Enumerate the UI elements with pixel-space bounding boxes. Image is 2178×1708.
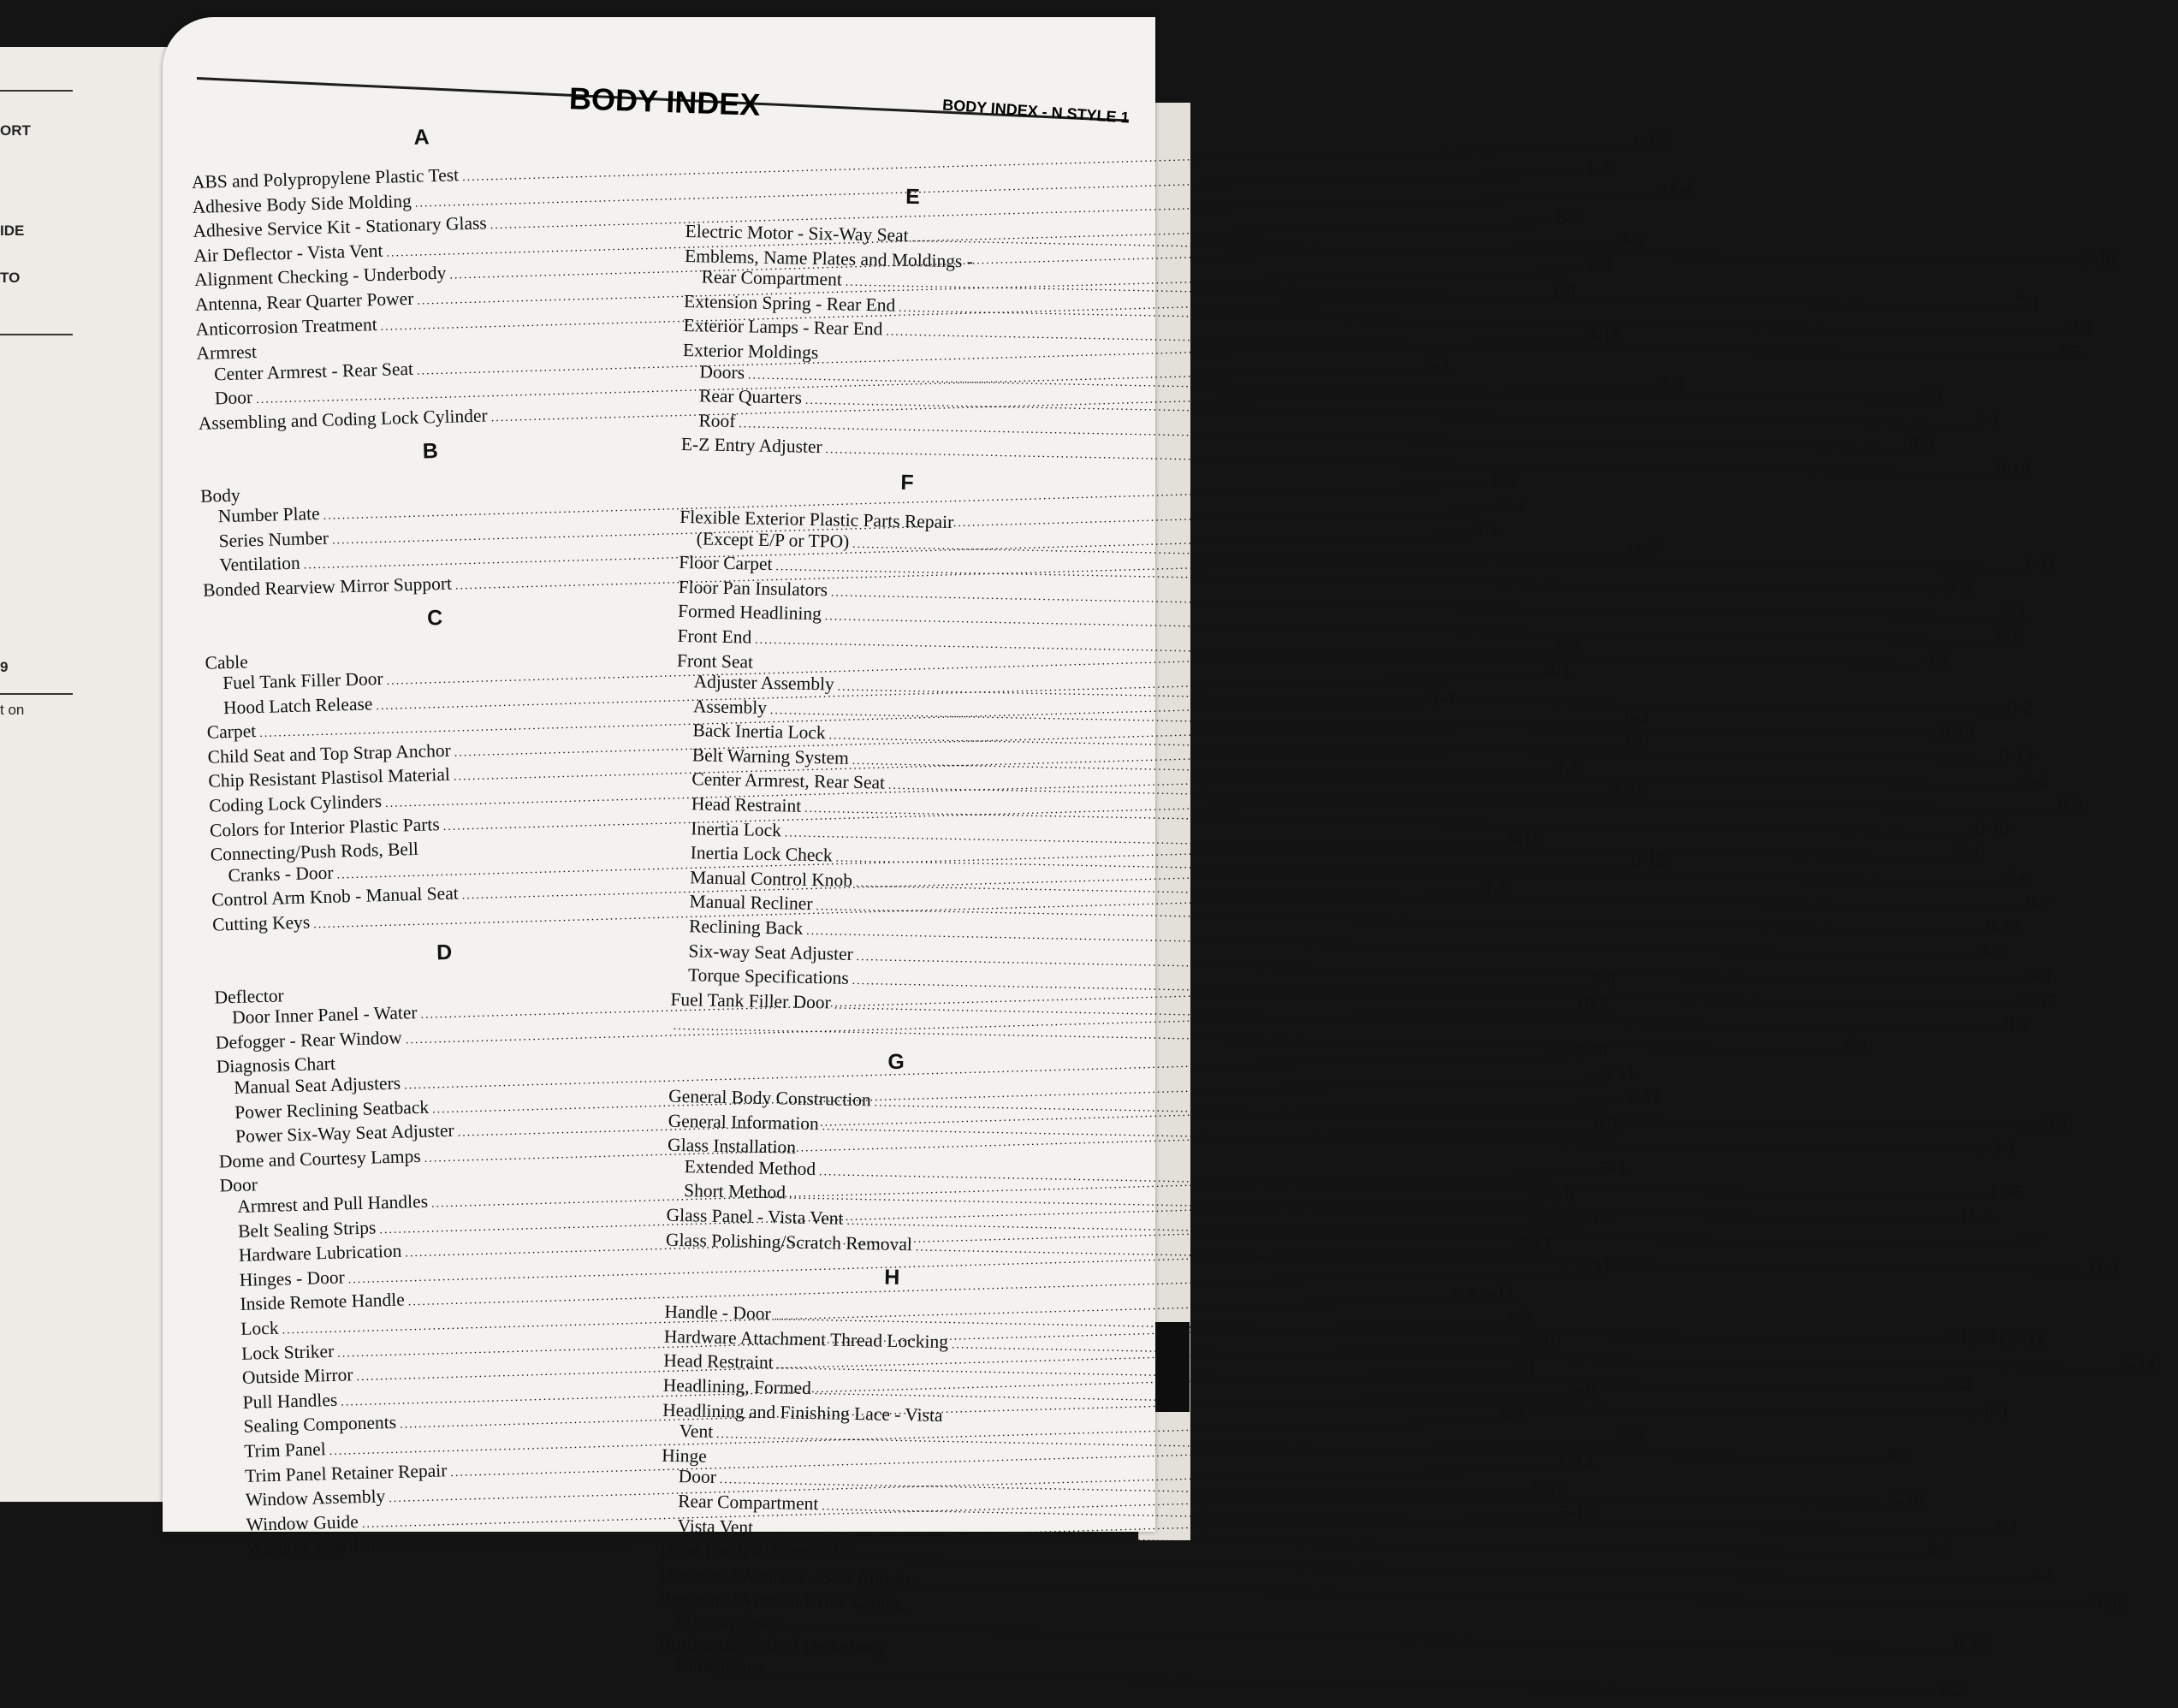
index-entry-topic: Exterior Moldings	[682, 339, 819, 363]
index-entry-topic: Alignment Checking - Underbody	[193, 263, 447, 291]
index-entry-page: 4-1	[2030, 1565, 2056, 1587]
index-entry-page: 5-8	[1549, 1183, 1575, 1205]
index-entry-topic: Torque Specifications	[687, 964, 849, 989]
index-entry-topic: Outside Mirror	[241, 1364, 353, 1388]
index-entry-topic: General Information	[668, 1110, 820, 1134]
index-entry-topic: Glass Polishing/Scratch Removal	[665, 1229, 913, 1254]
index-entry-page: 9-11	[1602, 1062, 1636, 1084]
index-entry-topic: General Body Construction	[668, 1085, 871, 1111]
index-entry-topic: Emblems, Name Plates and Moldings -	[684, 245, 974, 272]
index-entry-page: 5-1,5-11,5-12	[1944, 1325, 2046, 1349]
index-entry-page: 1-9	[1623, 731, 1649, 752]
index-entry-topic: Hood Latch Release	[223, 693, 373, 718]
index-entry-page: 9-6	[2006, 868, 2032, 889]
index-entry-page: 5-14	[2122, 1354, 2157, 1375]
index-entry-page: 5-1	[1510, 1355, 1536, 1378]
left-page-rule	[0, 90, 73, 92]
index-entry-page: 9-4	[2027, 965, 2052, 987]
index-entry-page: 11-5	[1959, 1205, 1993, 1226]
index-entry-topic: Door	[219, 1174, 258, 1196]
index-entry-page: 10-1	[1575, 993, 1610, 1015]
index-entry-topic: Control Arm Knob - Manual Seat	[211, 883, 459, 911]
index-entry-page: 5-17	[1531, 1477, 1566, 1499]
section-letter: H	[883, 1265, 900, 1290]
index-entry-topic: Chip Resistant Plastisol Material	[208, 764, 451, 792]
index-entry-topic: Adhesive Body Side Molding	[192, 190, 412, 217]
index-entry-topic: Antenna, Rear Quarter Power	[194, 288, 414, 315]
index-entry-topic: Pull Handles	[242, 1389, 338, 1413]
left-page-rule	[0, 693, 73, 695]
index-entry-topic: Dome and Courtesy Lamps	[218, 1145, 421, 1172]
left-page-fragment: TO	[0, 270, 21, 286]
index-entry-topic: Headlining and Finishing Lace - Vista	[662, 1399, 943, 1426]
index-entry-topic: Inertia Lock	[691, 817, 782, 840]
left-page-fragment: t on	[0, 702, 25, 718]
index-entry-topic: Horizontal/Vertical Underbody	[657, 1634, 887, 1659]
index-entry-topic: Bonded Rearview Mirror Support	[202, 572, 453, 601]
index-entry-page: 9-4	[1947, 1374, 1973, 1397]
page-reference: BODY INDEX - N STYLE 1	[941, 96, 1131, 127]
index-entry-topic: Assembly	[692, 695, 768, 718]
index-entry-topic: Trim Panel	[243, 1438, 326, 1462]
index-entry-topic: Series Number	[218, 527, 329, 551]
index-entry-topic: Child Seat and Top Strap Anchor	[207, 739, 452, 768]
index-entry-page: 1-1	[1660, 371, 1687, 394]
index-entry-page: 1-1	[1555, 757, 1581, 779]
index-entry-topic: Glass Installation	[667, 1134, 797, 1158]
index-entry-page: 8-7	[1556, 206, 1582, 228]
dot-leader	[976, 267, 1135, 270]
index-entry-page: 5-8	[1590, 969, 1616, 990]
dot-leader	[890, 1654, 1108, 1658]
index-entry-page: 8-1	[1985, 1400, 2010, 1421]
index-entry-page: 9-9	[1976, 940, 2002, 962]
index-entry-page: 3-2	[1936, 1679, 1961, 1700]
index-entry-page: 6-1	[1843, 1035, 1869, 1058]
index-entry-topic: Hinge	[661, 1444, 707, 1467]
index-entry-page: 3-1	[2001, 602, 2027, 623]
index-entry-topic: Short Method	[683, 1180, 786, 1203]
index-entry-page: 9-11	[1627, 1086, 1662, 1108]
index-page	[163, 17, 2157, 1700]
index-entry-page: 5-2	[1498, 1404, 1525, 1426]
index-entry-page: 1-11	[2022, 553, 2056, 575]
index-entry-topic: Head Restraint	[691, 793, 802, 816]
index-entry-topic: Window Guide	[246, 1510, 359, 1535]
index-entry-topic: Floor Carpet	[679, 552, 773, 575]
index-entry-page: 9-2	[2008, 696, 2033, 718]
index-entry-topic: Center Armrest - Rear Seat	[213, 358, 414, 385]
index-entry-topic: Front Seat	[676, 649, 754, 673]
index-entry-page: 5-1	[1601, 1157, 1627, 1179]
index-entry-page: 6-1	[1975, 410, 2001, 431]
index-entry-topic: Inertia Lock Check	[690, 842, 833, 866]
index-entry-page: 0-1	[1502, 494, 1528, 516]
index-entry-topic: Cranks - Door	[228, 862, 334, 886]
index-entry-topic: Door	[678, 1466, 717, 1488]
index-entry-page: 5-3	[1918, 384, 1944, 406]
index-entry-page: 9-12	[1986, 916, 2021, 938]
index-entry-page: 1-1	[1992, 1136, 2018, 1157]
index-entry-topic: Reclining Back	[688, 916, 804, 939]
index-entry-page: 5-9	[1507, 1307, 1533, 1329]
index-entry-topic: Hardware Attachment Thread Locking	[663, 1325, 949, 1352]
section-letter: C	[426, 605, 443, 630]
index-entry-topic: Rear Compartment	[677, 1491, 819, 1515]
dot-leader	[957, 528, 1130, 531]
index-entry-page: 3-4	[1946, 576, 1972, 598]
index-entry-page: 7-2	[1991, 1515, 2018, 1538]
index-entry-topic: Colors for Interior Plastic Parts	[209, 813, 441, 841]
left-page-fragment: IDE	[0, 222, 25, 239]
index-entry-topic: Formed Headlining	[677, 601, 822, 625]
index-entry-topic: Manual Seat Adjusters	[234, 1072, 401, 1098]
index-entry-page: 1-16	[1612, 780, 1647, 802]
index-entry-topic: E-Z Entry Adjuster	[680, 434, 822, 458]
index-entry-page: 11-7	[1625, 539, 1659, 561]
index-entry-topic: Lock Striker	[240, 1340, 335, 1364]
index-entry-topic: Glass Panel - Vista Vent	[666, 1204, 844, 1229]
index-entry-topic: Electric Motor - Six-Way Seat	[685, 220, 909, 246]
index-entry-topic: Door	[214, 387, 253, 409]
index-entry-page: 9-13	[1940, 719, 1975, 741]
index-entry-page: 9-7	[2026, 893, 2051, 914]
index-entry-page: 1-3	[1584, 157, 1611, 179]
index-entry-page: 11-4	[1659, 179, 1694, 201]
index-entry-topic: Cable	[205, 650, 249, 673]
index-entry-topic: Manual Recliner	[689, 891, 813, 915]
index-entry-topic: Adhesive Service Kit - Stationary Glass	[193, 212, 488, 242]
index-entry-page: 5-11	[1506, 828, 1540, 851]
index-entry-page: 4-1	[1473, 519, 1499, 541]
index-entry-page: 11-6	[1989, 1181, 2023, 1202]
index-entry-topic: Adjuster Assembly	[693, 671, 835, 695]
index-entry-topic: Horizontal Actuator - Seat Adjuster	[659, 1563, 921, 1590]
index-entry-page: 5-19	[1526, 1330, 1561, 1353]
index-entry-topic: Fuel Tank Filler Door	[670, 988, 832, 1013]
index-entry-page: 8-7	[1886, 1444, 1912, 1465]
index-entry-topic: Roof	[698, 410, 736, 431]
index-entry-topic: Handle - Door	[664, 1301, 771, 1325]
index-entry-topic: Defogger - Rear Window	[215, 1027, 403, 1053]
dot-leader	[946, 1421, 1113, 1425]
index-entry-topic: Lock	[240, 1317, 279, 1339]
index-entry-topic: Front End	[677, 625, 752, 648]
index-entry-topic: Rear Quarters	[698, 385, 803, 408]
index-entry-topic: Flexible Exterior Plastic Parts Repair	[680, 506, 954, 533]
page-title: BODY INDEX	[568, 80, 762, 122]
index-entry-topic: Inside Remote Handle	[240, 1289, 406, 1315]
index-entry-page: 11-1	[2086, 1256, 2120, 1278]
index-entry-page: 7-5	[2056, 341, 2082, 363]
left-page-rule	[0, 334, 73, 335]
index-entry-page: 8-7	[2017, 1231, 2043, 1252]
index-entry-page: 9-16	[2082, 247, 2117, 270]
index-entry-page: 5-9,5-11	[1451, 1283, 1515, 1306]
index-entry-page: 9-4	[1955, 842, 1980, 863]
index-entry-page: 5-1	[1426, 353, 1451, 376]
index-entry-page: 9-15	[2022, 990, 2057, 1012]
index-entry-page: 7-1	[2015, 292, 2041, 313]
index-entry-page: 3-4	[1429, 687, 1455, 709]
dot-leader	[909, 1610, 1109, 1613]
index-entry-topic: Power Reclining Seatback	[234, 1096, 430, 1123]
index-entry-topic: Six-way Seats	[675, 1609, 781, 1633]
index-entry-topic: Extension Spring - Rear End	[683, 290, 896, 316]
index-entry-topic: Air Deflector - Vista Vent	[193, 240, 383, 266]
left-page	[0, 47, 169, 1502]
index-entry-topic: Extended Method	[684, 1155, 816, 1179]
index-entry-page: 3-1	[1619, 228, 1645, 251]
index-entry-page: 4-1	[1925, 649, 1950, 671]
index-entry-topic: Assembling and Coding Lock Cylinder	[198, 405, 488, 434]
index-entry-topic: (Except E/P or TPO)	[696, 527, 850, 552]
index-entry-topic: Back Inertia Lock	[692, 720, 826, 744]
index-entry-topic: Six-way Seat Adjuster	[688, 940, 854, 964]
left-page-fragment: ORT	[0, 122, 31, 139]
index-entry-page: 8-1	[1593, 1112, 1620, 1134]
index-entry-page: 9-10	[1574, 1039, 1609, 1061]
index-entry-topic: Carpet	[206, 721, 257, 743]
index-entry-topic: Manual Control Knob	[689, 867, 853, 891]
index-entry-topic: Sealing Components	[243, 1412, 397, 1438]
index-entry-page: 8-7	[1926, 1539, 1952, 1561]
index-entry-page: 9-18	[1996, 459, 2031, 481]
index-entry-topic: Door Inner Panel - Water	[231, 1002, 418, 1029]
index-entry-topic: Belt Warning System	[691, 744, 850, 768]
index-entry-page: 1-15	[1632, 130, 1667, 152]
section-letter: G	[887, 1049, 905, 1075]
index-entry-topic: Deflector	[214, 984, 284, 1008]
index-entry-topic: Head Restraint	[663, 1350, 774, 1373]
index-entry-page: 9-2	[1623, 706, 1650, 728]
index-entry-page: 5-13	[1575, 1207, 1610, 1229]
index-entry-topic: Window Assembly	[245, 1486, 386, 1510]
index-entry-page: 9-19	[1974, 818, 2009, 839]
index-entry-page: 9-19	[1587, 324, 1622, 347]
section-tab-marker	[1155, 1322, 1190, 1412]
section-letter: D	[436, 940, 453, 964]
index-entry-page: 0-2	[1493, 469, 1519, 491]
index-entry-topic: Vent	[679, 1420, 714, 1442]
index-entry-topic: ABS and Polypropylene Plastic Test	[191, 164, 460, 193]
index-entry-page: 5-11	[1577, 1255, 1612, 1278]
index-entry-topic: Hardware Lubrication	[238, 1240, 402, 1266]
index-entry-page: 1-8	[1550, 280, 1576, 302]
index-entry-topic: Dimensions	[674, 1655, 763, 1678]
index-entry-page: 5-3	[1620, 1426, 1646, 1448]
index-entry-topic: Doors	[699, 360, 745, 383]
index-entry-topic: Power Six-Way Seat Adjuster	[234, 1120, 454, 1148]
index-entry-topic: Cutting Keys	[211, 911, 311, 935]
index-entry-topic: Exterior Lamps - Rear End	[683, 315, 883, 340]
dot-leader	[766, 1660, 1933, 1704]
index-entry-topic: Hinges - Door	[239, 1266, 346, 1290]
index-entry-topic: Headlining, Formed	[662, 1374, 812, 1398]
index-entry-topic: Horizontal/Vertical Drive Cables,	[658, 1587, 906, 1614]
index-entry-topic: Armrest	[196, 341, 258, 365]
index-entry-page: 9-13	[1999, 744, 2034, 767]
index-entry-topic: Vista Vent	[677, 1515, 754, 1538]
index-entry-page: 9-9	[2004, 1014, 2030, 1036]
index-entry-page: 9-2	[2058, 795, 2084, 816]
index-entry-page: 9-16	[2093, 1591, 2128, 1613]
index-entry-page: 5-14	[1558, 1451, 1593, 1474]
index-entry-page: 9-15	[1954, 1634, 1989, 1656]
section-letter: B	[422, 438, 439, 464]
index-entry-page: 5-15	[1559, 1501, 1595, 1523]
index-entry-topic: Anticorrosion Treatment	[195, 313, 377, 340]
index-entry-page: 8-1	[1995, 626, 2021, 648]
section-letter: A	[413, 125, 430, 150]
index-entry-page: 8-3	[1908, 433, 1935, 454]
index-entry-topic: Body	[199, 484, 241, 507]
index-entry-page: 6-3	[1587, 254, 1612, 276]
index-entry-page: 7-1	[2068, 317, 2094, 339]
index-entry-topic: Rear Compartment	[701, 266, 843, 290]
index-entry-page: 9-6	[2022, 769, 2048, 792]
index-entry-topic: Ventilation	[219, 552, 301, 576]
section-letter: E	[905, 184, 921, 210]
index-entry-page: 9-12	[1631, 849, 1666, 871]
index-entry-topic: Window Regulator	[246, 1534, 388, 1560]
left-page-fragment: 9	[0, 659, 9, 675]
index-entry-page: 5-8	[1570, 1379, 1595, 1400]
index-entry-topic: Armrest and Pull Handles	[237, 1190, 429, 1217]
index-entry-page: 1-1	[1483, 878, 1509, 900]
index-entry-page: 4-1	[1546, 659, 1571, 681]
index-entry-topic: Belt Sealing Strips	[237, 1217, 377, 1242]
index-entry-page: 3-1	[2044, 1112, 2070, 1134]
index-entry-topic: Center Armrest, Rear Seat	[691, 768, 886, 794]
index-entry-topic: Coding Lock Cylinders	[208, 791, 383, 816]
section-letter: F	[900, 470, 915, 495]
index-entry-page: 5-18	[1890, 1489, 1925, 1511]
index-entry-topic: Connecting/Push Rods, Bell	[210, 839, 419, 865]
index-entry-topic: Floor Pan Insulators	[678, 576, 828, 600]
index-entry-topic: Trim Panel Retainer Repair	[244, 1459, 448, 1486]
index-entry-topic: Hood Latch Release Cable	[659, 1539, 858, 1564]
index-entry-topic: Number Plate	[217, 503, 320, 527]
index-entry-topic: Fuel Tank Filler Door	[222, 668, 383, 694]
index-entry-page: 5-17	[1517, 1232, 1552, 1254]
index-entry-page: 6-2	[1556, 634, 1582, 656]
index-entry-topic: Diagnosis Chart	[216, 1053, 336, 1077]
